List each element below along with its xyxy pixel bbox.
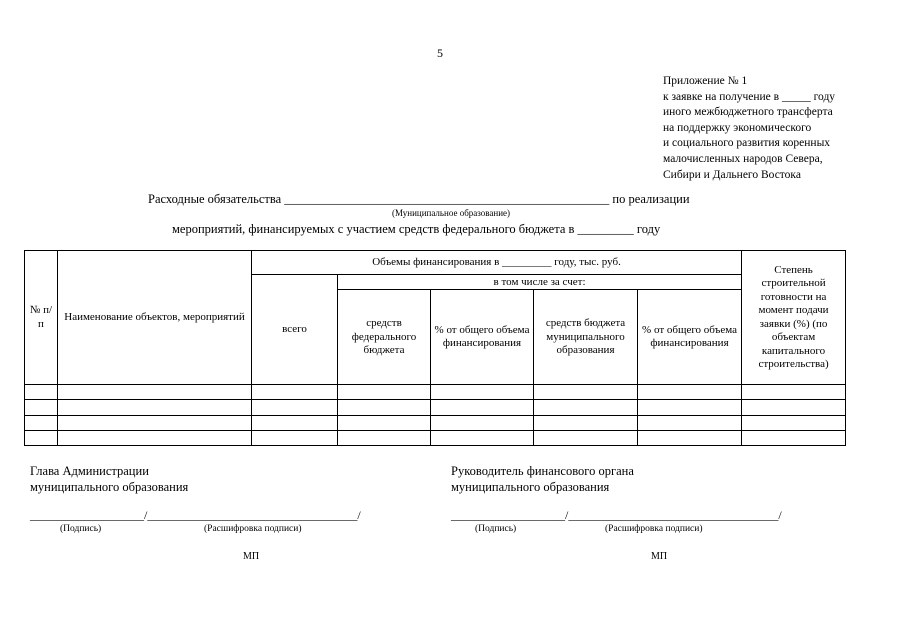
table-row <box>25 385 846 400</box>
municipality-caption: (Муниципальное образование) <box>392 208 511 218</box>
header-including: в том числе за счет: <box>338 275 742 290</box>
appendix-line: к заявке на получение в _____ году <box>663 90 836 103</box>
stamp-place-right: МП <box>651 551 668 562</box>
head-admin-decode-caption: (Расшифровка подписи) <box>204 524 302 534</box>
page-number: 5 <box>437 46 443 60</box>
table-row <box>25 415 846 430</box>
header-num: № п/п <box>25 251 58 385</box>
appendix-line: Приложение № 1 <box>663 75 748 87</box>
head-admin-sign-caption: (Подпись) <box>60 524 102 534</box>
head-admin-title: Глава Администрации муниципального образования <box>30 464 189 494</box>
document-title-line2: мероприятий, финансируемых с участием средств федерального бюджета в _________ году <box>172 222 661 236</box>
appendix-line: Сибири и Дальнего Востока <box>663 168 801 181</box>
finance-head-title: Руководитель финансового органа муниципального образования <box>451 464 634 494</box>
appendix-line: и социального развития коренных <box>663 137 831 150</box>
stamp-place-left: МП <box>243 551 260 562</box>
appendix-line: малочисленных народов Севера, <box>663 152 823 165</box>
finance-head-signature-line: ___________________/___________________________________/ <box>451 508 782 522</box>
appendix-header <box>663 74 883 183</box>
finance-head-decode-caption: (Расшифровка подписи) <box>605 524 703 534</box>
table-row <box>25 400 846 415</box>
header-volumes: Объемы финансирования в _________ году, тыс. руб. <box>252 251 742 275</box>
appendix-line: на поддержку экономического <box>663 121 812 134</box>
header-total: всего <box>252 275 338 385</box>
header-federal: средств федерального бюджета <box>338 290 431 385</box>
document-title-line1: Расходные обязательства ____________________________________________________ по реализации <box>148 192 690 206</box>
appendix-line: иного межбюджетного трансферта <box>663 106 833 119</box>
table-row <box>25 430 846 445</box>
header-municipal: средств бюджета муниципального образования <box>534 290 638 385</box>
head-admin-signature-line: ___________________/___________________________________/ <box>30 508 361 522</box>
finance-head-sign-caption: (Подпись) <box>475 524 517 534</box>
header-name: Наименование объектов, мероприятий <box>58 251 252 385</box>
header-readiness: Степень строительной готовности на момент подачи заявки (%) (по объектам капитального строительства) <box>742 251 846 385</box>
financing-table <box>24 250 846 446</box>
header-municipal-pct: % от общего объема финансирования <box>638 290 742 385</box>
header-federal-pct: % от общего объема финансирования <box>431 290 534 385</box>
